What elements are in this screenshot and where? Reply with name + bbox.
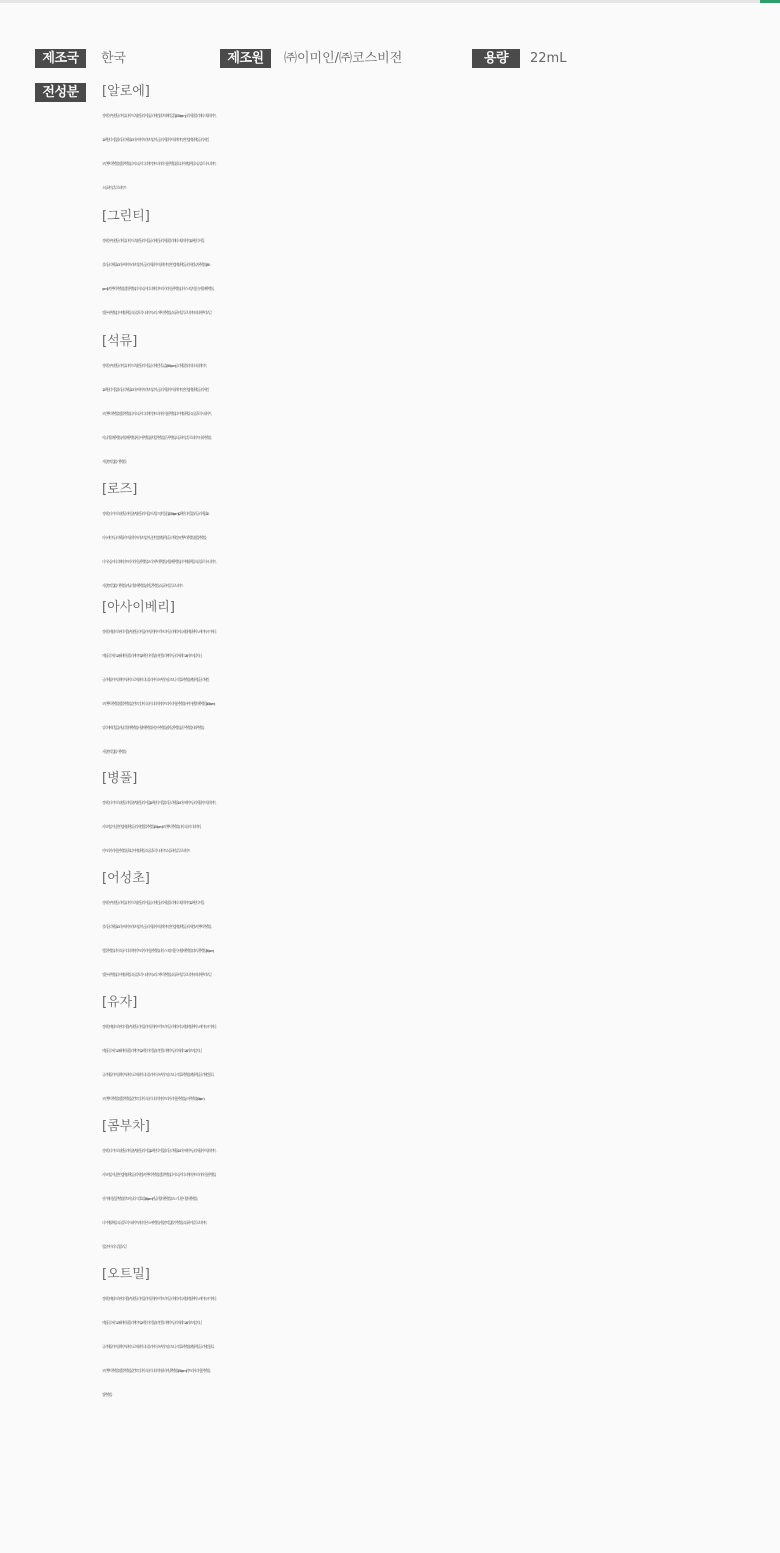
ingredient-line: 정제수, 부틸렌글라이콜, 다이프로필렌글라이콜, 글리세린, 알로에베라잎즙(7,000 ppm), 글리세릴폴리메타크릴레이트, [102,114,216,118]
ingredient-line: 메틸글루세스-20, 세테아릴올리베이트, 1,2-헥산다이올, 솔비탄올리베이트, 글리세레스-26, 카보머, 알지닌, [102,654,201,658]
top-rule [0,0,780,3]
ingredient-line: 폴리글리세릴-10라우레이트, 카보머, 알지닌, 글리세릴카프릴레이트, 잔탄검, 에틸헥실글리세린, 모란뿌리추출물, [102,925,211,929]
ingredient-line: 쌀추출물 [102,1393,112,1397]
ingredient-line: 글리세릴카프릴레이트, 하이드로제네이티드폴리아이소부텐,스핑고모나스발효추출물, 에틸헥실글리세린, 향료, [102,1345,214,1349]
ingredient-line: 정제수, 부틸렌글라이콜, 다이프로필렌글라이콜, 글리세린, 글리세릴폴리메타크릴레이트, 1,2-헥산다이올, [102,901,204,905]
ingredient-block [102,80,752,200]
ingredient-line: 모란뿌리추출물, 병풀추출물, 알란토인, 다이소듐이디티에이, 마트리카리아꽃추출물, 아사이팜열매추출물(100 ppm), [102,702,215,706]
ingredient-line: 모란뿌리추출물, 병풀추출물, 알란토인, 다이소듐이디티에이, 마트리카리아꽃추출물, 유자추출물(50 ppm) [102,1097,204,1101]
ingredient-line: 글리세릴카프릴레이트, 하이드로제네이티드폴리아이소부텐, 스핑고모나스발효추출물, 에틸헥실글리세린, [102,678,209,682]
ingredient-line: 메틸글루세스-20, 세테아릴올리베이트, 1,2-헥산다이올, 솔비탄올리베이트, 글리세레스-26, 카보머, 알지닌, [102,1049,201,1053]
ingredient-line: 모란뿌리추출물, 병풀추출물, 다이소듐이디티에이, 마트리카리아꽃추출물, 향료, 다이에틸헥실소듐설포석시네이트, [102,162,216,166]
ingredient-block [102,1115,752,1259]
ingredient-line: 다이소듐이디티에이, 마트리카리아꽃추출물, 오리스뿌리추출물, 서양배추출물, 다이에틸헥실소듐설포석시네이트, [102,560,216,564]
ingredient-line: 정제수, 다이프로필렌글라이콜, 부틸렌글라이콜, 프로방스장미꽃즙(7,000 ppm), 1,2-헥산다이올, 폴리글리세릴-10 [102,512,209,516]
ingredient-line: ppm), 모란뿌리추출물, 병풀추출물, 다이소듐이디티에이, 마트리카리아꽃추출물, 다마스크장미꽃수, 서양배추출물, [102,287,213,291]
ingredient-block-title: [그린티] [102,209,150,224]
maker-value: ㈜이미인/㈜코스비전 [284,51,403,66]
ingredient-block [102,767,752,863]
ingredient-block-title: [알로에] [102,84,150,99]
ingredient-line: 메틸글루세스-20, 세테아릴올리베이트, 1,2-헥산다이올, 솔비탄올리베이트, 글리세레스-26, 카보머, 알지닌, [102,1321,201,1325]
ingredient-line: 1,2-헥산다이올, 폴리글리세릴-10라우레이트, 카보머, 알지닌, 글리세릴카프릴레이트, 잔탄검, 에틸헥실글리세린, [102,138,208,142]
ingredient-block [102,596,752,764]
ingredient-line: 바닐라열매추출물, 서양배추출물, 복숭아추출물, 첨차잎추출물, 살구추출물, 소듐하이알루로네이트, 사과추출물, [102,436,211,440]
ingredient-line: 1,2-헥산다이올, 폴리글리세릴-10라우레이트, 카보머, 알지닌, 글리세릴카프릴레이트, 잔탄검, 에틸헥실글리세린, [102,388,208,392]
ingredient-line: 모란뿌리추출물, 병풀추출물, 다이소듐이디티에이, 마트리카리아꽃추출물, 다이에틸헥실소듐설포석시네이트, [102,412,211,416]
volume-value: 22mL [530,51,567,66]
ingredient-block [102,478,752,598]
ingredient-block [102,205,752,325]
ingredient-line: 향기제비꽃잎추출물, 락토바실러스발효물(50 ppm), 바닐라열매추출물, 모노기나산사열매추출물, [102,1197,197,1201]
ingredient-line: 다이에틸헥실소듐설포석시네이트, 비터아몬드씨추출물, 서양송악잎/줄기추출물, 소듐하이알루로네이트, [102,1221,207,1225]
ingredient-line: 정제수, 부틸렌글라이콜, 다이프로필렌글라이콜, 글리세린, 석류즙(7,000 ppm), 글리세릴폴리메타크릴레이트, [102,364,206,368]
ingredient-block-title: [유자] [102,995,138,1010]
ingredient-line: 서양송악잎/줄기추출물, 바닐라열매추출물, 첨차잎추출물, 소듐하이알루로네이트 [102,584,183,588]
ingredient-line: 정제수, 메틸프로판다이올, 부틸렌글라이콜, 카프릴릭/카프릭트라이글리세라이드, 세틸에틸헥사노에이트, 시어버터, [102,630,216,634]
ingredient-line: 발삼아미리스껍질오일 [102,1245,126,1249]
country-value: 한국 [101,51,127,66]
ingredient-block [102,1263,752,1407]
ingredient-line: 병풀추출물, 다이소듐이디티에이, 마트리카리아꽃추출물, 다마스크장미꽃수, 서양배추출물, 약모밀추출물(50 ppm), [102,949,214,953]
ingredient-line: 알로에베라잎즙, 바닐라열매추출물, 서양배추출물, 복숭아추출물, 첨차잎추출물, 살구추출물, 사과추출물, [102,726,204,730]
ingredient-line: 멜론씨추출물, 다이에틸헥실소듐설포석시네이트, 오리스뿌리추출물, 소듐하이알루로네이트, 베티버뿌리오일 [102,973,211,977]
ingredient-line: 카보머, 알지닌, 잔탄검, 에틸헥실글리세린, 병풀추출물(254 ppm), 모란뿌리추출물, 다이소듐이디티에이, [102,825,200,829]
ingredient-line: 서양송악잎/줄기추출물 [102,750,126,754]
maker-label: 제조원 [220,49,271,68]
ingredient-block [102,867,752,987]
ingredient-line: 정제수, 다이프로필렌글라이콜, 부틸렌글라이콜, 1,2-헥산다이올, 폴리글리세릴-10라우레이트, 글리세릴카프릴레이트, [102,801,216,805]
ingredient-block-title: [병풀] [102,771,138,786]
ingredient-line: 멜론씨추출물, 다이에틸헥실소듐설포석시네이트, 오리스뿌리추출물, 소듐하이알루로네이트, 베티버뿌리오일 [102,311,211,315]
ingredients-label: 전성분 [35,83,86,102]
ingredient-line: 정제수, 메틸프로판다이올, 부틸렌글라이콜, 카프릴릭/카프릭트라이글리세라이드, 세틸에틸헥사노에이트, 시어버터, [102,1025,216,1029]
country-label: 제조국 [35,49,86,68]
ingredient-line: 카보머, 알지닌, 잔탄검, 에틸헥실글리세린, 모란뿌리추출물, 병풀추출물, 다이소듐이디티에이, 마트리카리아꽃추출물, [102,1173,216,1177]
ingredient-line: 라우레이트, 글리세릴카프릴레이트, 카보머, 알지닌, 잔탄검, 에틸헥실글리세린, 모란뿌리추출물, 병풀추출물, [102,536,206,540]
ingredients-list [102,80,752,1407]
ingredient-block [102,330,752,474]
ingredient-line: 정제수, 메틸프로판다이올, 부틸렌글라이콜, 카프릴릭/카프릭트라이글리세라이드, 세틸에틸헥사노에이트, 시어버터, [102,1297,216,1301]
ingredient-line: 마트리카리아꽃추출물, 향료, 다이에틸헥실소듐설포석시네이트, 소듐하이알루로네이트 [102,849,190,853]
ingredient-block-title: [콤부차] [102,1119,150,1134]
ingredient-line: 소듐하이알루로네이트 [102,186,126,190]
ingredient-block-title: [어성초] [102,871,150,886]
ingredient-line: 정제수, 다이프로필렌글라이콜, 부틸렌글라이콜, 1,2-헥산다이올, 폴리글리세릴-10라우레이트, 글리세릴카프릴레이트, [102,1149,216,1153]
ingredient-block-title: [로즈] [102,482,138,497]
ingredient-block-title: [아사이베리] [102,600,175,615]
ingredient-line: 서양송악잎/줄기추출물 [102,460,126,464]
top-rule-accent [760,0,780,3]
ingredient-block-title: [오트밀] [102,1267,150,1282]
ingredient-line: 폴리글리세릴-10라우레이트, 카보머, 알지닌, 글리세릴카프릴레이트, 잔탄검, 에틸헥실글리세린, 녹차추출물(350 [102,263,210,267]
ingredient-line: 정제수, 부틸렌글라이콜, 다이프로필렌글라이콜, 글리세린, 글리세릴폴리메타크릴레이트, 1,2-헥산다이올, [102,239,204,243]
product-meta [35,49,745,69]
ingredient-line: 모란뿌리추출물, 병풀추출물, 알란토인, 다이소듐이디티에이, 귀리커넬추출물(150 ppm), 마트리카리아꽃추출물, [102,1369,210,1373]
ingredient-block [102,991,752,1111]
ingredient-line: 글리세릴카프릴레이트, 하이드로제네이티드폴리아이소부텐, 스핑고모나스발효추출물, 에틸헥실글리세린, 향료, [102,1073,213,1077]
volume-label: 용량 [472,49,520,68]
ingredient-block-title: [석류] [102,334,138,349]
